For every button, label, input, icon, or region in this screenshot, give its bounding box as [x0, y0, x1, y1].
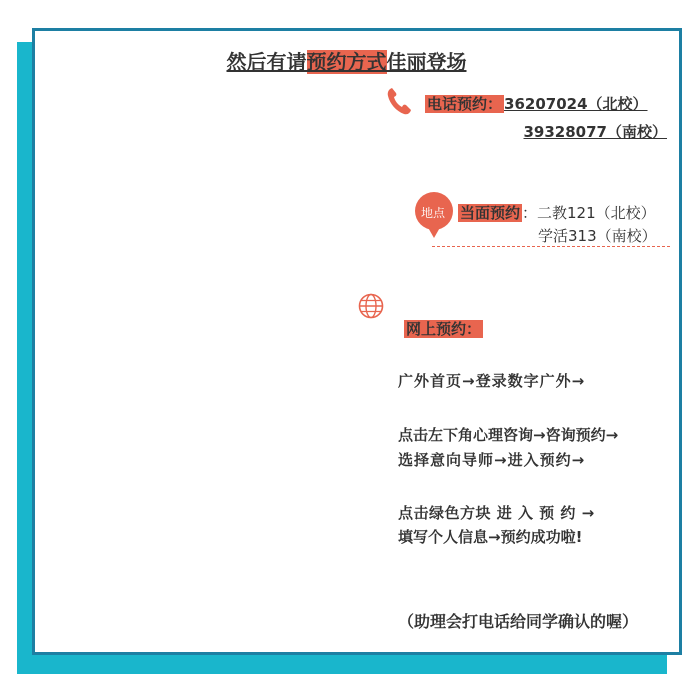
in-person-south: 学活313（南校）: [538, 227, 657, 245]
phone-number-south: 39328077（南校）: [523, 123, 667, 141]
globe-icon: [358, 293, 384, 319]
in-person-label: 当面预约: [460, 204, 521, 222]
title-highlight: 预约方式: [306, 50, 387, 74]
online-note: （助理会打电话给同学确认的喔）: [398, 612, 639, 631]
online-step-4: 点击绿色方块 进 入 预 约 →: [398, 504, 595, 522]
in-person-line-1: [458, 202, 656, 223]
phone-line-1: [425, 93, 648, 114]
pin-label: 地点: [421, 206, 446, 220]
page-title: [0, 46, 693, 75]
online-step-1: 广外首页→登录数字广外→: [398, 372, 586, 390]
phone-icon: [386, 86, 412, 116]
online-step-3: 选择意向导师→进入预约→: [398, 451, 586, 469]
phone-number-north: 36207024（北校）: [504, 95, 648, 113]
title-suffix: 佳丽登场: [386, 50, 467, 74]
phone-label: 电话预约：: [427, 95, 503, 113]
online-label: 网上预约：: [406, 320, 482, 338]
online-step-2: 点击左下角心理咨询→咨询预约→: [398, 426, 619, 444]
online-label-line: [404, 318, 483, 339]
online-step-5: 填写个人信息→预约成功啦!: [398, 528, 583, 546]
phone-line-2: [425, 121, 667, 142]
in-person-line-2: [538, 225, 657, 246]
title-prefix: 然后有请: [226, 50, 307, 74]
dashed-divider: [432, 246, 670, 247]
in-person-north: ：二教121（北校）: [522, 204, 656, 222]
